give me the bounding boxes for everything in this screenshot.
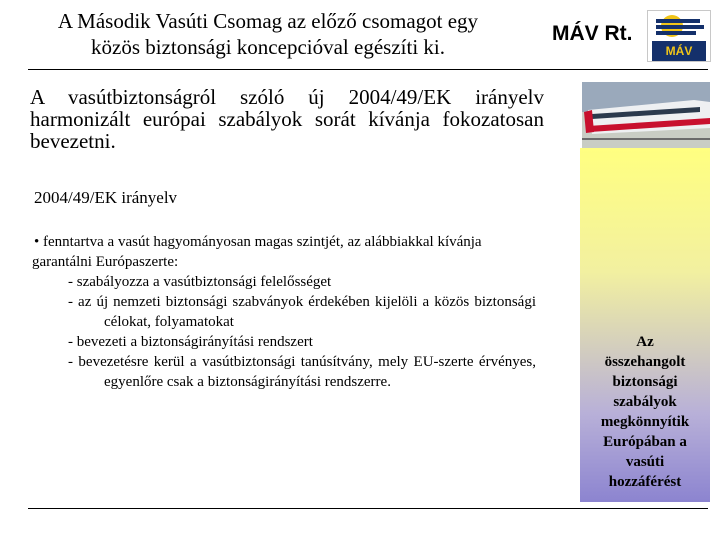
sidebar-text: [580, 332, 710, 492]
list-item: - az új nemzeti biztonsági szabványok érdekében kijelöli a közös biztonsági célokat, folyamatokat: [68, 294, 536, 330]
sidebar-callout: [580, 148, 710, 502]
slide-title: [8, 8, 528, 60]
sidebar-line: összehangolt: [604, 354, 686, 370]
list-item: - bevezeti a biztonságirányítási rendszert: [68, 334, 313, 350]
list-item: - szabályozza a vasútbiztonsági felelősséget: [68, 274, 332, 290]
intro-paragraph: A vasútbiztonságról szóló új 2004/49/EK irányelv harmonizált európai szabályok sorát kívánja fokozatosan bevezetni.: [30, 85, 544, 153]
slide-title-line-1: A Második Vasúti Csomag az előző csomagot egy: [57, 9, 479, 33]
sidebar-line: hozzáférést: [608, 474, 682, 490]
train-photo: [582, 82, 710, 148]
list-item-with-wrap: [32, 292, 536, 332]
slide-title-line-2: közös biztonsági koncepcióval egészíti ki.: [91, 35, 445, 59]
footer-divider: [28, 508, 708, 509]
sidebar-line: megkönnyítik: [600, 414, 690, 430]
header-divider: [28, 69, 708, 70]
sidebar-line: biztonsági: [612, 374, 678, 390]
company-name: MÁV Rt.: [552, 22, 633, 45]
train-illustration-icon: [582, 82, 710, 148]
list-item: - bevezetésre kerül a vasútbiztonsági tanúsítvány, mely EU-szerte érvényes, egyenlőre csak a biztonságirányítási rendszerre.: [68, 354, 536, 390]
sidebar-line: szabályok: [613, 394, 677, 410]
mav-logo-text: MÁV: [652, 41, 706, 61]
mav-logo: [647, 10, 711, 62]
sidebar-line: Az: [636, 334, 654, 350]
section-heading: 2004/49/EK irányelv: [34, 188, 178, 207]
section-body: [32, 232, 536, 392]
sidebar-line: vasúti: [625, 454, 665, 470]
sidebar-line: Európában a: [603, 434, 687, 450]
mav-emblem-icon: [648, 11, 712, 41]
bullet-lead: • fenntartva a vasút hagyományosan magas szintjét, az alábbiakkal kívánja garantálni Európaszerte:: [32, 234, 482, 270]
